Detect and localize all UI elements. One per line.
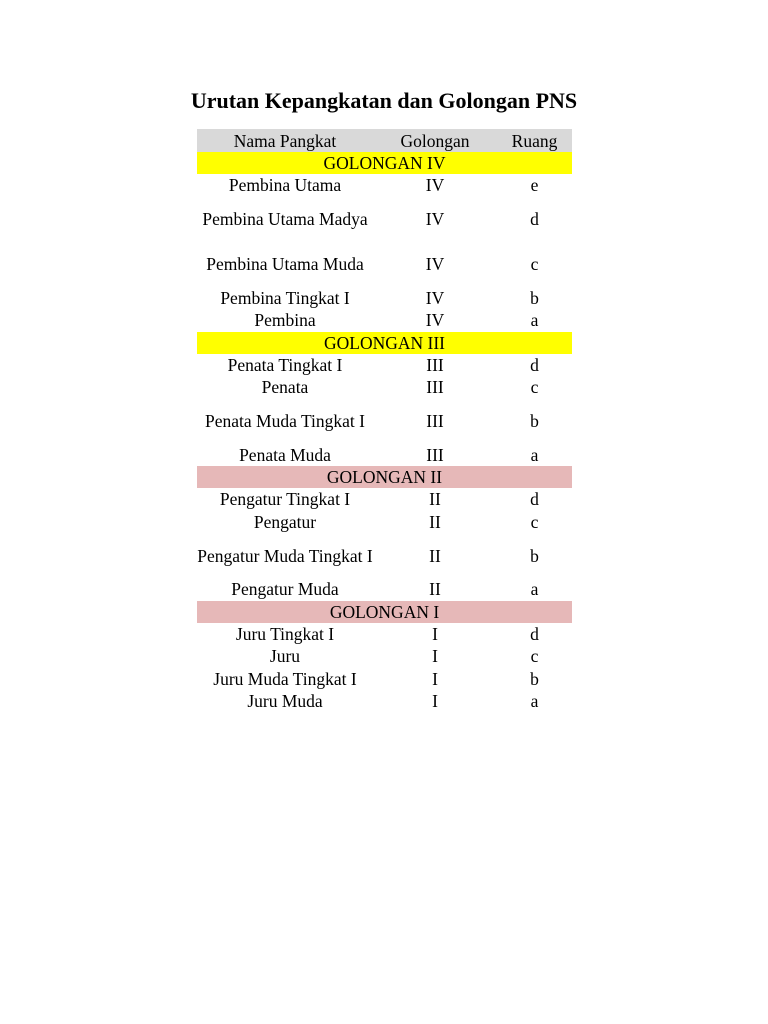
rank-name-cell: Penata Tingkat I	[227, 354, 343, 375]
section-header-golongan-iv	[197, 152, 572, 174]
rank-table	[197, 129, 572, 713]
rank-name-cell: Penata Muda Tingkat I	[205, 411, 365, 431]
ruang-cell: b	[530, 411, 539, 431]
ruang-cell: a	[530, 579, 539, 600]
ruang-cell: b	[530, 287, 539, 308]
rank-name-cell: Juru Tingkat I	[235, 623, 335, 644]
ruang-cell: b	[530, 545, 539, 566]
table-row	[197, 578, 572, 601]
ruang-cell: c	[530, 646, 539, 667]
golongan-cell: IV	[425, 175, 445, 196]
section-label: GOLONGAN II	[326, 467, 443, 487]
rank-name-cell: Pembina Utama Madya	[202, 209, 368, 229]
table-row	[197, 444, 572, 467]
golongan-cell: III	[426, 411, 444, 431]
rank-name-cell: Juru	[269, 646, 301, 667]
table-row	[197, 533, 572, 578]
ruang-cell: c	[530, 377, 539, 398]
table-header-row	[197, 129, 572, 152]
golongan-cell: IV	[425, 209, 445, 229]
rank-name-cell: Penata	[261, 377, 309, 398]
golongan-cell: IV	[425, 310, 445, 331]
golongan-cell: I	[432, 691, 438, 712]
golongan-cell: I	[432, 646, 438, 667]
table-row	[197, 645, 572, 668]
golongan-cell: II	[429, 579, 441, 600]
table-row	[197, 668, 572, 691]
rank-name-cell: Pembina	[254, 310, 316, 331]
ruang-cell: d	[530, 209, 539, 229]
ruang-cell: a	[530, 310, 539, 331]
page-title: Urutan Kepangkatan dan Golongan PNS	[190, 88, 578, 113]
golongan-cell: I	[432, 623, 438, 644]
section-header-golongan-iii	[197, 332, 572, 354]
table-row	[197, 623, 572, 646]
golongan-cell: III	[426, 354, 444, 375]
ruang-cell: d	[530, 623, 539, 644]
golongan-cell: IV	[425, 254, 445, 274]
table-row	[197, 287, 572, 310]
rank-name-cell: Pengatur	[253, 511, 317, 532]
header-nama-pangkat: Nama Pangkat	[233, 130, 337, 151]
ruang-cell: b	[530, 668, 539, 689]
rank-name-cell: Juru Muda	[247, 691, 323, 712]
ruang-cell: e	[530, 175, 539, 196]
header-golongan: Golongan	[400, 130, 470, 151]
ruang-cell: a	[530, 444, 539, 465]
golongan-cell: II	[429, 545, 441, 566]
section-label: GOLONGAN IV	[323, 153, 446, 173]
table-row	[197, 690, 572, 713]
ruang-cell: d	[530, 354, 539, 375]
ruang-cell: c	[530, 254, 539, 274]
table-row	[197, 399, 572, 444]
table-row	[197, 174, 572, 197]
rank-name-cell: Pengatur Tingkat I	[219, 489, 351, 510]
header-ruang: Ruang	[511, 130, 558, 151]
ruang-cell: a	[530, 691, 539, 712]
golongan-cell: III	[426, 377, 444, 398]
golongan-cell: II	[429, 511, 441, 532]
table-row	[197, 511, 572, 534]
table-row	[197, 242, 572, 287]
rank-name-cell: Pengatur Muda Tingkat I	[197, 545, 373, 566]
golongan-cell: II	[429, 489, 441, 510]
golongan-cell: I	[432, 668, 438, 689]
table-row	[197, 197, 572, 242]
rank-name-cell: Pengatur Muda	[231, 579, 339, 600]
ruang-cell: c	[530, 511, 539, 532]
golongan-cell: III	[426, 444, 444, 465]
golongan-cell: IV	[425, 287, 445, 308]
section-header-golongan-ii	[197, 466, 572, 488]
section-label: GOLONGAN III	[323, 332, 445, 353]
section-label: GOLONGAN I	[329, 601, 440, 622]
rank-name-cell: Juru Muda Tingkat I	[213, 668, 357, 689]
rank-name-cell: Pembina Tingkat I	[220, 287, 350, 308]
table-row	[197, 376, 572, 399]
rank-name-cell: Pembina Utama Muda	[206, 254, 364, 274]
rank-name-cell: Penata Muda	[239, 444, 331, 465]
table-row	[197, 354, 572, 377]
rank-name-cell: Pembina Utama	[228, 175, 342, 196]
table-row	[197, 488, 572, 511]
ruang-cell: d	[530, 489, 539, 510]
section-header-golongan-i	[197, 601, 572, 623]
table-row	[197, 309, 572, 332]
